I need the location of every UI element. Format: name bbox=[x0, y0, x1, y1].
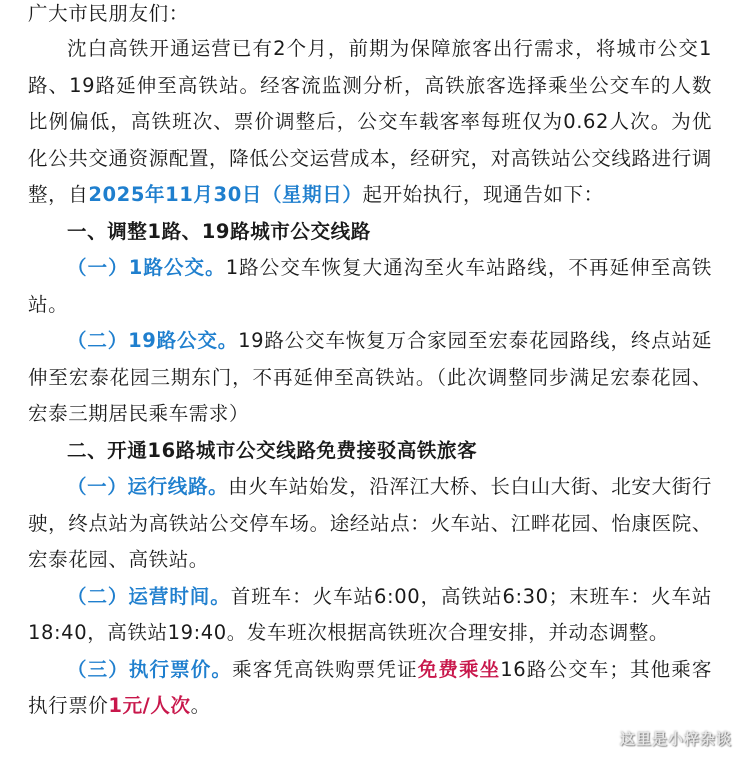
free-ride-highlight: 免费乘坐 bbox=[417, 657, 501, 681]
item-label: （一）运行线路。 bbox=[67, 475, 229, 498]
section-2-heading: 二、开通16路城市公交线路免费接驳高铁旅客 bbox=[67, 438, 478, 462]
fare-highlight: 1元/人次 bbox=[108, 694, 191, 717]
item-label: （二）运营时间。 bbox=[67, 584, 231, 608]
item-label: （一）1路公交。 bbox=[67, 256, 226, 279]
item-text: 乘客凭高铁购票凭证 bbox=[232, 657, 418, 681]
intro-text-1: 沈白高铁开通运营已有2个月，前期为保障旅客出行需求，将城市公交1路、19路延伸至高铁站。经客流监测分析，高铁旅客选择乘坐公交车的人数比例偏低，高铁班次、票价调整后，公交车载客率每班仅为0.62人次。为优化公共交通资源配置，降低公交运营成本，经研究，对高铁站公交线路进行调整，自 bbox=[28, 37, 712, 206]
intro-text-2: 起开始执行，现通告如下： bbox=[362, 183, 604, 206]
section-2-item-2 bbox=[28, 579, 712, 652]
effective-date: 2025年11月30日（星期日） bbox=[88, 183, 363, 206]
section-1-item-1 bbox=[28, 250, 712, 323]
item-text: 由火车站始发，沿浑江大桥、长白山大街、北安大街行驶，终点站为高铁站公交停车场。途经站点：火车站、江畔花园、怡康医院、宏泰花园、高铁站。 bbox=[28, 475, 712, 571]
intro-paragraph bbox=[28, 31, 712, 214]
section-2-item-1 bbox=[28, 469, 712, 579]
section-2-item-3 bbox=[28, 652, 712, 725]
section-1-heading: 一、调整1路、19路城市公交线路 bbox=[67, 219, 371, 243]
item-text: 。 bbox=[190, 694, 211, 717]
watermark: 这里是小梓杂谈 bbox=[619, 730, 732, 748]
item-text: 首班车：火车站6:00，高铁站6:30；末班车：火车站18:40，高铁站19:40。发车班次根据高铁班次合理安排，并动态调整。 bbox=[28, 584, 712, 644]
greeting: 广大市民朋友们： bbox=[28, 2, 189, 25]
item-text: 16路公交车；其他乘客执行票价 bbox=[28, 657, 712, 717]
item-label: （二）19路公交。 bbox=[67, 329, 239, 352]
section-1-item-2 bbox=[28, 323, 712, 433]
item-text: 19路公交车恢复万合家园至宏泰花园路线，终点站延伸至宏泰花园三期东门，不再延伸至高铁站。（此次调整同步满足宏泰花园、宏泰三期居民乘车需求） bbox=[28, 329, 712, 425]
item-label: （三）执行票价。 bbox=[67, 657, 233, 681]
item-text: 1路公交车恢复大通沟至火车站路线，不再延伸至高铁站。 bbox=[28, 256, 712, 316]
